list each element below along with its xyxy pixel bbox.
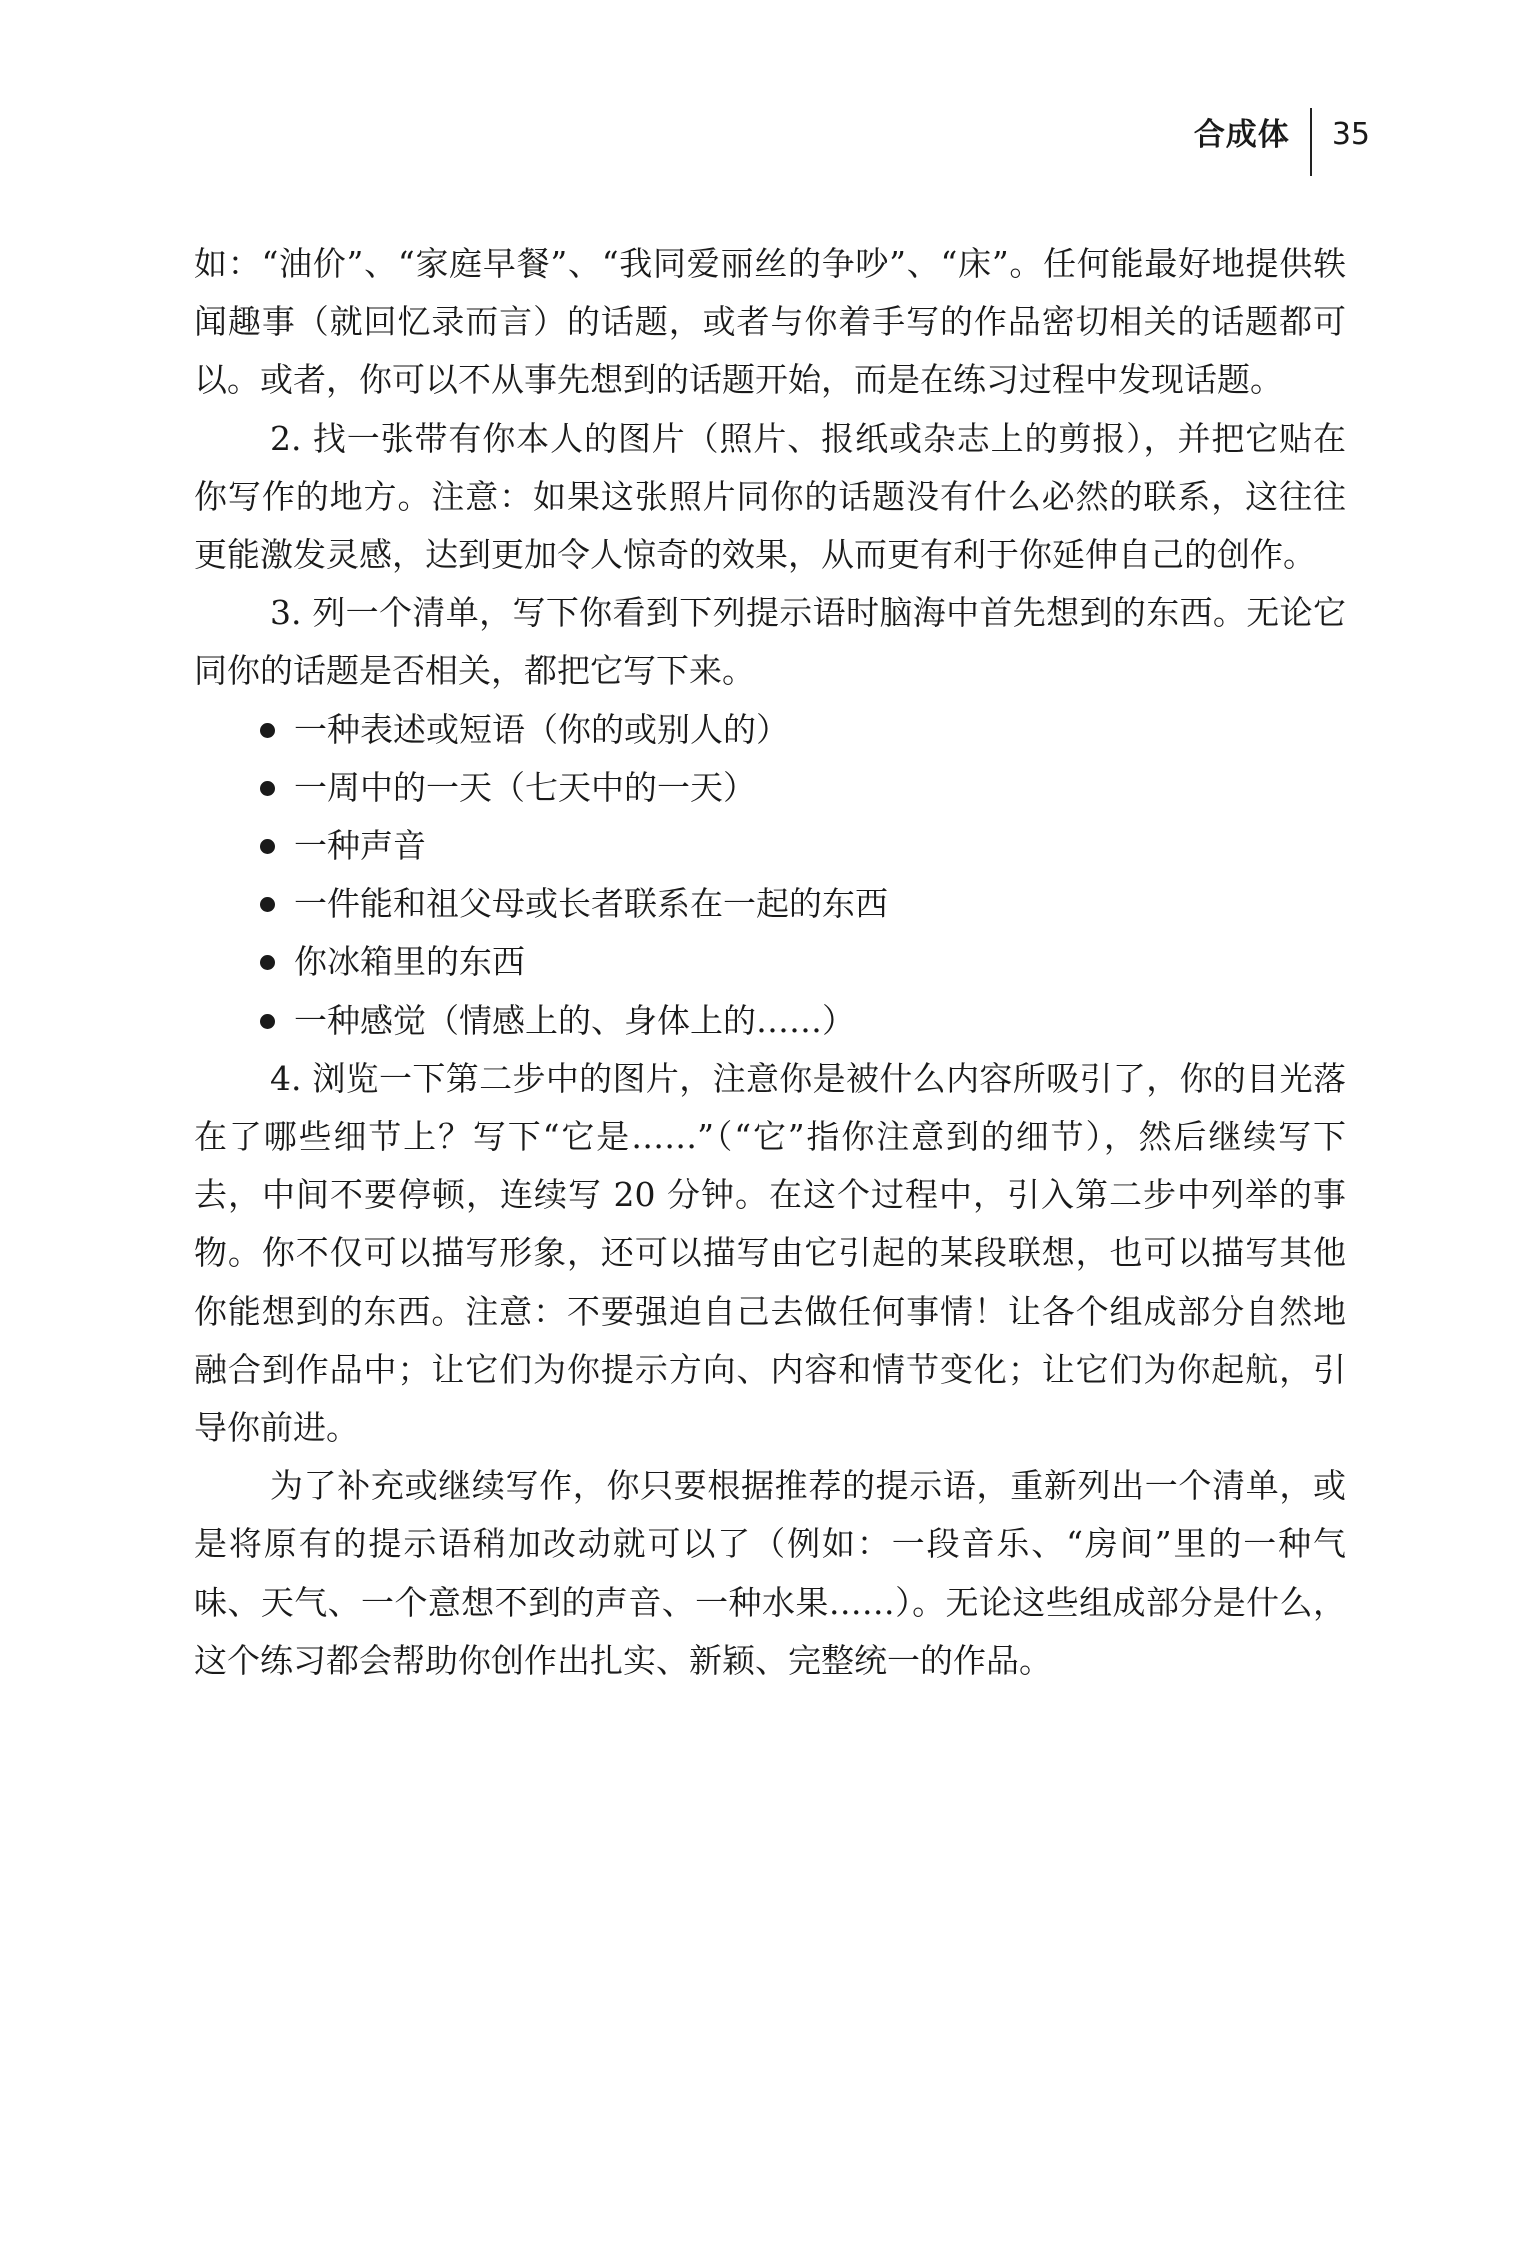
section-title: 合成体	[1193, 117, 1290, 153]
list-item-text: 一种表述或短语（你的或别人的）	[294, 709, 789, 749]
list-item-text: 你冰箱里的东西	[294, 942, 525, 982]
list-item	[194, 701, 1346, 759]
paragraph-step-3: 3. 列一个清单，写下你看到下列提示语时脑海中首先想到的东西。无论它同你的话题是否相关，都把它写下来。	[194, 593, 1346, 691]
list-item-text: 一周中的一天（七天中的一天）	[294, 767, 756, 807]
body-text	[194, 235, 1346, 1690]
bullet-icon	[260, 781, 275, 796]
paragraph-step-2: 2. 找一张带有你本人的图片（照片、报纸或杂志上的剪报），并把它贴在你写作的地方。注意：如果这张照片同你的话题没有什么必然的联系，这往往更能激发灵感，达到更加令人惊奇的效果，从而更有利于你延伸自己的创作。	[194, 418, 1346, 575]
running-head	[1194, 108, 1370, 176]
list-item	[194, 933, 1346, 991]
bullet-icon	[260, 1014, 275, 1029]
bullet-icon	[260, 723, 275, 738]
list-item	[194, 875, 1346, 933]
list-item-text: 一种声音	[294, 826, 426, 866]
paragraph-continuation: 如：“油价”、“家庭早餐”、“我同爱丽丝的争吵”、“床”。任何能最好地提供轶闻趣事（就回忆录而言）的话题，或者与你着手写的作品密切相关的话题都可以。或者，你可以不从事先想到的话题开始，而是在练习过程中发现话题。	[194, 244, 1346, 400]
paragraph-closing: 为了补充或继续写作，你只要根据推荐的提示语，重新列出一个清单，或是将原有的提示语稍加改动就可以了（例如：一段音乐、“房间”里的一种气味、天气、一个意想不到的声音、一种水果……）。无论这些组成部分是什么，这个练习都会帮助你创作出扎实、新颖、完整统一的作品。	[194, 1466, 1346, 1680]
list-item-text: 一种感觉（情感上的、身体上的……）	[294, 1000, 855, 1040]
list-item	[194, 992, 1346, 1050]
page-number: 35	[1331, 117, 1370, 152]
bullet-icon	[260, 839, 275, 854]
paragraph-step-4: 4. 浏览一下第二步中的图片，注意你是被什么内容所吸引了，你的目光落在了哪些细节上？写下“它是……”（“它”指你注意到的细节），然后继续写下去，中间不要停顿，连续写 20 分钟。在这个过程中，引入第二步中列举的事物。你不仅可以描写形象，还可以描写由它引起的某段联想，也可以描写其他你能想到的东西。注意：不要强迫自己去做任何事情！让各个组成部分自然地融合到作品中；让它们为你提示方向、内容和情节变化；让它们为你起航，引导你前进。	[194, 1058, 1346, 1448]
list-item-text: 一件能和祖父母或长者联系在一起的东西	[294, 884, 888, 924]
list-item	[194, 759, 1346, 817]
prompt-list	[194, 701, 1346, 1050]
list-item	[194, 817, 1346, 875]
